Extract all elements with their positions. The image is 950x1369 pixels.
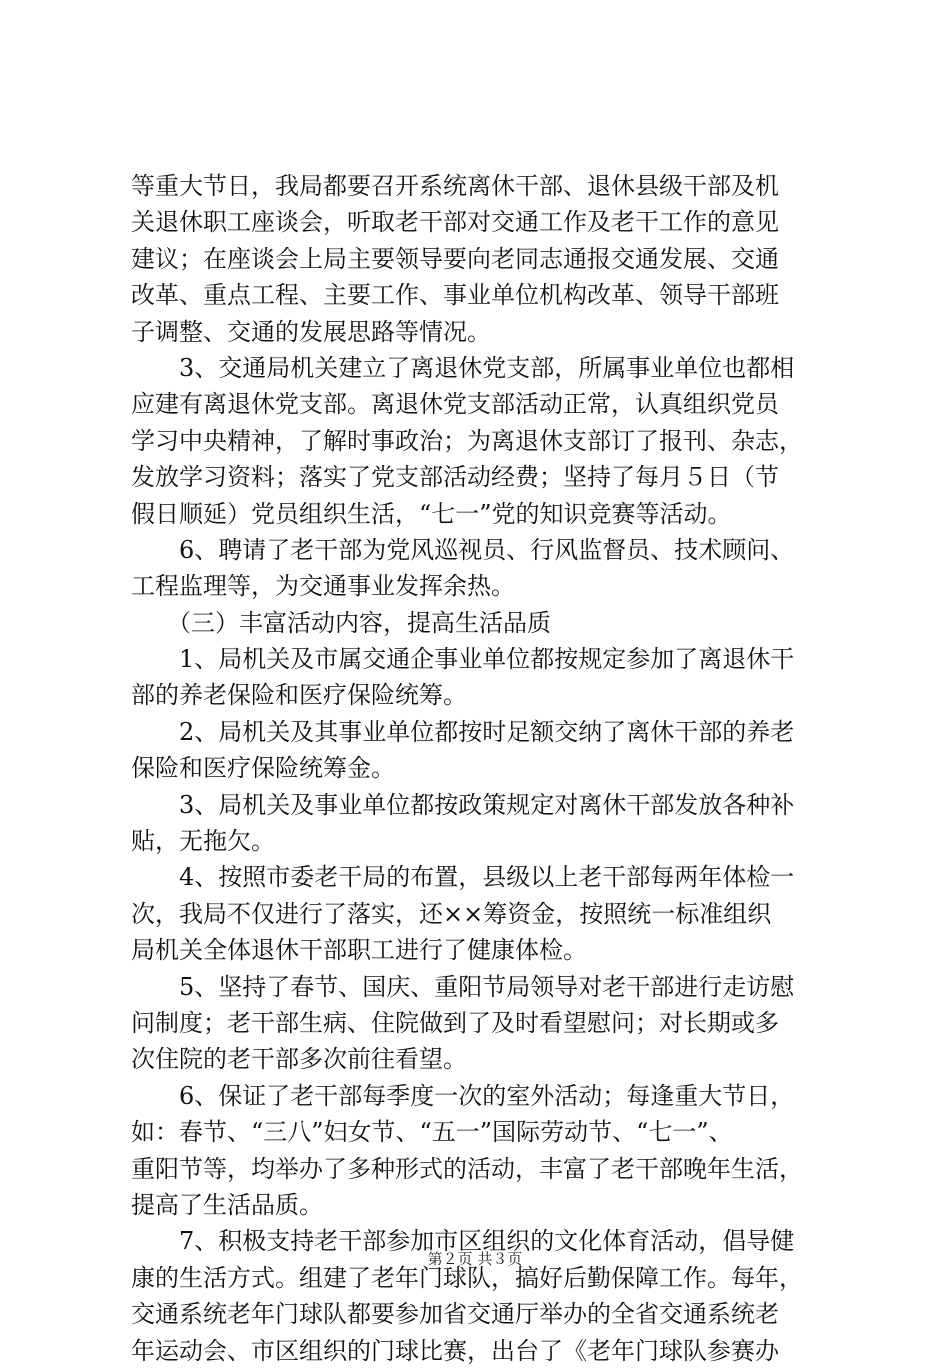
text-line: 关退休职工座谈会，听取老干部对交通工作及老干工作的意见 xyxy=(131,208,779,237)
text-line: 康的生活方式。组建了老年门球队，搞好后勤保障工作。每年， xyxy=(131,1263,803,1292)
text-line: 1、局机关及市属交通企事业单位都按规定参加了离退休干 xyxy=(131,645,795,674)
text-line: 工程监理等，为交通事业发挥余热。 xyxy=(131,572,515,601)
text-line: 问制度；老干部生病、住院做到了及时看望慰问；对长期或多 xyxy=(131,1008,779,1037)
text-line: 局机关全体退休干部职工进行了健康体检。 xyxy=(131,936,587,965)
text-line: 子调整、交通的发展思路等情况。 xyxy=(131,317,491,346)
text-line: 部的养老保险和医疗保险统筹。 xyxy=(131,681,467,710)
text-line: 4、按照市委老干局的布置，县级以上老干部每两年体检一 xyxy=(131,863,795,892)
text-line: 年运动会、市区组织的门球比赛，出台了《老年门球队参赛办 xyxy=(131,1336,779,1365)
text-line: 交通系统老年门球队都要参加省交通厅举办的全省交通系统老 xyxy=(131,1300,779,1329)
text-line: 如：春节、“三八”妇女节、“五一”国际劳动节、“七一”、 xyxy=(131,1118,733,1147)
text-line: 次，我局不仅进行了落实，还××筹资金，按照统一标准组织 xyxy=(131,899,772,928)
text-line: 发放学习资料；落实了党支部活动经费；坚持了每月５日（节 xyxy=(131,463,779,492)
text-line: 2、局机关及其事业单位都按时足额交纳了离休干部的养老 xyxy=(131,717,795,746)
text-line: 次住院的老干部多次前往看望。 xyxy=(131,1045,467,1074)
text-line: （三）丰富活动内容，提高生活品质 xyxy=(131,608,551,637)
text-line: 7、积极支持老干部参加市区组织的文化体育活动，倡导健 xyxy=(131,1227,795,1256)
text-line: 6、保证了老干部每季度一次的室外活动；每逢重大节日， xyxy=(131,1081,795,1110)
text-line: 改革、重点工程、主要工作、事业单位机构改革、领导干部班 xyxy=(131,281,779,310)
text-line: 5、坚持了春节、国庆、重阳节局领导对老干部进行走访慰 xyxy=(131,972,795,1001)
text-line: 等重大节日，我局都要召开系统离休干部、退休县级干部及机 xyxy=(131,172,779,200)
text-line: 重阳节等，均举办了多种形式的活动，丰富了老干部晚年生活， xyxy=(131,1154,803,1183)
text-line: 3、局机关及事业单位都按政策规定对离休干部发放各种补 xyxy=(131,790,795,819)
text-line: 建议；在座谈会上局主要领导要向老同志通报交通发展、交通 xyxy=(131,244,779,273)
text-line: 提高了生活品质。 xyxy=(131,1190,323,1219)
text-line: 保险和医疗保险统筹金。 xyxy=(131,754,395,783)
text-line: 假日顺延）党员组织生活，“七一”党的知识竞赛等活动。 xyxy=(131,499,732,528)
text-line: 6、聘请了老干部为党风巡视员、行风监督员、技术顾问、 xyxy=(131,535,795,564)
text-line: 学习中央精神，了解时事政治；为离退休支部订了报刊、杂志， xyxy=(131,426,803,455)
document-body xyxy=(131,168,831,1369)
text-line: 应建有离退休党支部。离退休党支部活动正常，认真组织党员 xyxy=(131,390,779,419)
page-footer: 第２页 共３页 xyxy=(427,1250,523,1268)
text-line: 3、交通局机关建立了离退休党支部，所属事业单位也都相 xyxy=(131,353,795,382)
text-line: 贴，无拖欠。 xyxy=(131,827,275,856)
